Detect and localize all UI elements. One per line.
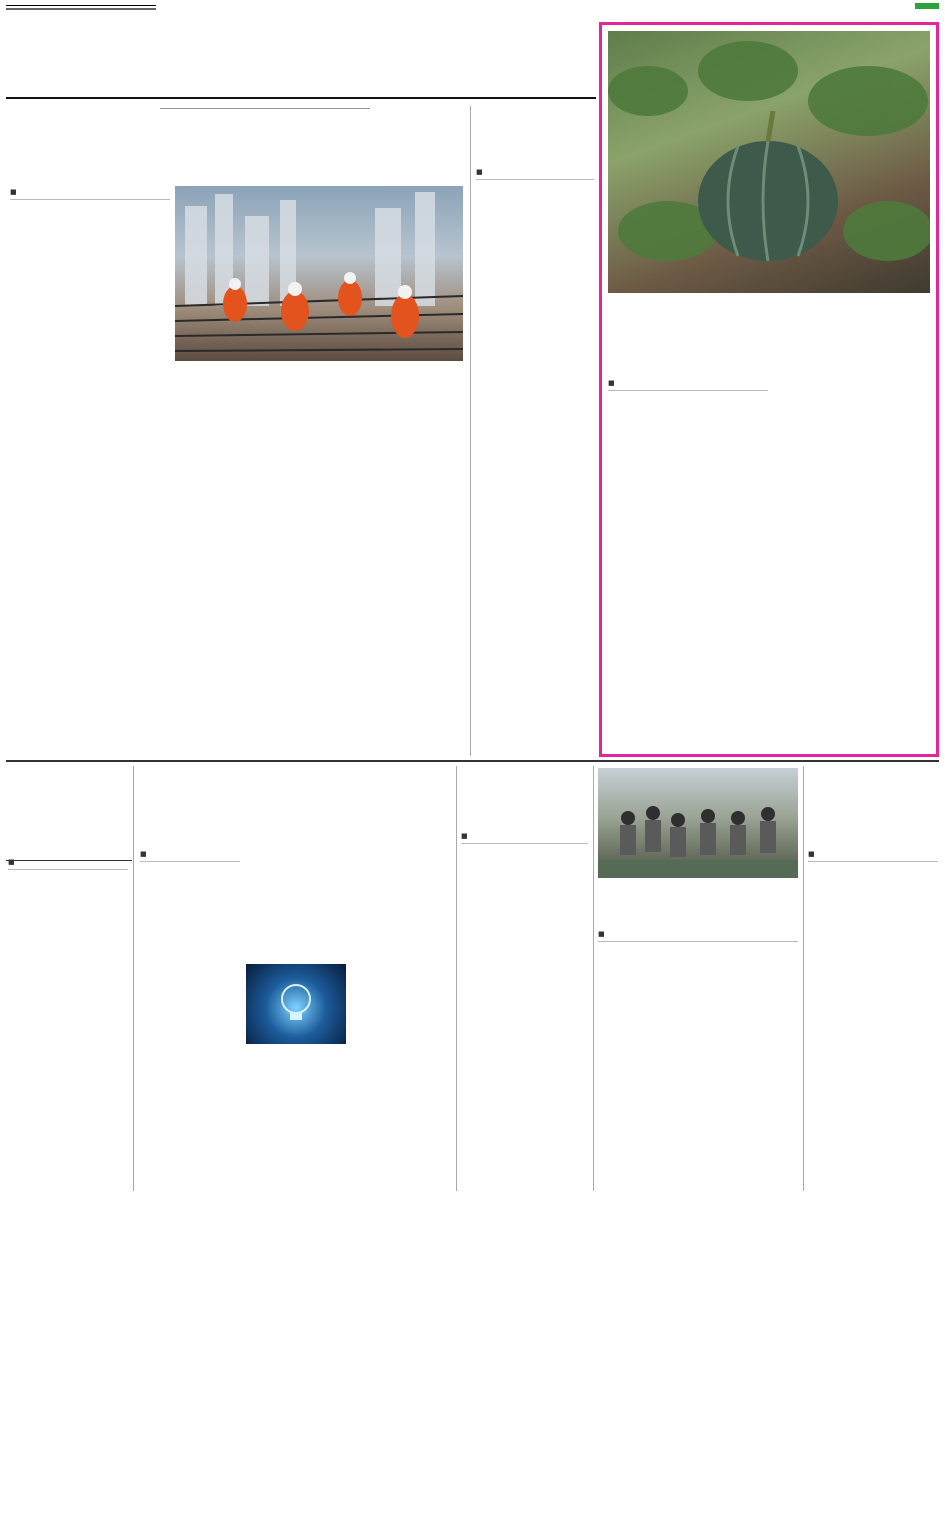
edition-info <box>6 3 156 10</box>
lightbulb-photo <box>246 964 346 1044</box>
election-byline <box>808 848 938 862</box>
reform-body <box>461 847 588 1172</box>
krishi-label <box>915 3 939 9</box>
krishi-byline <box>608 377 768 391</box>
weekday <box>6 3 156 6</box>
train-body-2 <box>700 946 798 1166</box>
rain-body <box>476 183 594 743</box>
lead-body-mid1 <box>175 368 315 728</box>
zia-byline <box>8 856 128 870</box>
masthead <box>0 0 600 100</box>
train-byline <box>598 928 798 942</box>
krishi-body <box>608 394 768 724</box>
pumpkin-field-photo <box>608 31 930 293</box>
power-body-1 <box>140 866 240 1166</box>
train-body <box>598 946 694 1166</box>
power-body-3 <box>352 866 450 1166</box>
lead-kicker <box>160 108 370 109</box>
date-hijri <box>6 9 156 10</box>
lead-byline <box>10 186 170 200</box>
election-body <box>808 865 938 1170</box>
power-byline <box>140 848 240 862</box>
krishi-section <box>599 22 939 757</box>
lead-body-left <box>10 203 170 758</box>
train-accident-photo <box>598 768 798 878</box>
krishi-body-2 <box>774 377 930 717</box>
zia-body <box>8 873 128 1203</box>
rain-byline <box>476 166 594 180</box>
reform-byline <box>461 830 588 844</box>
lead-photo-construction-workers <box>175 186 463 361</box>
lead-body-mid2 <box>322 368 463 728</box>
newspaper-logo <box>195 14 565 94</box>
power-body-2 <box>246 866 346 961</box>
